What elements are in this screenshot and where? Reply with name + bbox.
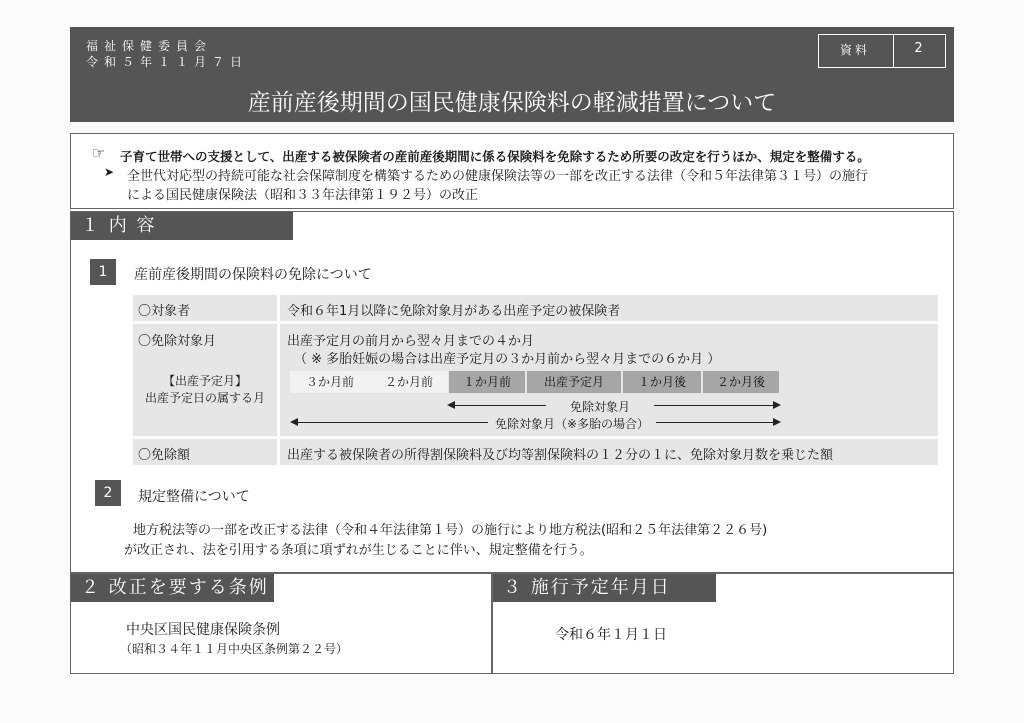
due-month-note2: 出産予定日の属する月: [144, 391, 265, 405]
month-1-after: １か月後: [623, 371, 701, 393]
target-label: 〇対象者: [138, 304, 191, 319]
month-1-before: １か月前: [449, 371, 525, 393]
amount-value: 出産する被保険者の所得割保険料及び均等割保険料の１２分の１に、免除対象月数を乗じた額: [287, 448, 834, 463]
ordinance-note: （昭和３４年１１月中央区条例第２２号）: [120, 642, 349, 656]
ordinance-name: 中央区国民健康保険条例: [126, 622, 280, 638]
arrow1-right-head: [773, 401, 781, 409]
section2-tab: ２ 改正を要する条例: [71, 574, 274, 602]
doc-label: 資料: [839, 43, 870, 57]
month-3-before: ３か月前: [290, 371, 370, 393]
month-2-before: ２か月前: [370, 371, 448, 393]
months-value2: （ ※ 多胎妊娠の場合は出産予定月の３か月前から翌々月までの６か月 ）: [294, 352, 721, 367]
amount-label: 〇免除額: [138, 448, 191, 463]
target-value: 令和６年1月以降に免除対象月がある出産予定の被保険者: [287, 304, 621, 319]
page-title: 産前産後期間の国民健康保険料の軽減措置について: [247, 90, 777, 116]
item1-number: 1: [90, 259, 116, 285]
months-label: 〇免除対象月: [138, 334, 217, 349]
item2-line1: 地方税法等の一部を改正する法律（令和４年法律第１号）の施行により地方税法(昭和２５年法律第２２６号): [133, 523, 768, 538]
arrow2-right-head: [773, 418, 781, 426]
arrow2-label: 免除対象月（※多胎の場合）: [488, 415, 656, 432]
section3-tab: ３ 施行予定年月日: [493, 574, 716, 602]
summary-sub-line2: による国民健康保険法（昭和３３年法律第１９２号）の改正: [127, 188, 479, 203]
section1-tab: １ 内 容: [71, 212, 293, 240]
item2-number: 2: [95, 480, 121, 506]
arrow2-left-head: [290, 418, 298, 426]
effective-date: 令和６年１月１日: [555, 627, 667, 643]
arrow1-label: 免除対象月: [546, 398, 654, 415]
arrow1-left-head: [447, 401, 455, 409]
months-value1: 出産予定月の前月から翌々月までの４か月: [287, 334, 535, 349]
summary-sub-line1: 全世代対応型の持続可能な社会保障制度を構築するための健康保険法等の一部を改正する法律（令和５年法律第３１号）の施行: [127, 169, 869, 184]
arrow-bullet-icon: ➤: [104, 165, 115, 179]
item2-line2: が改正され、法を引用する条項に項ずれが生じることに伴い、規定整備を行う。: [124, 543, 593, 558]
committee-name: 福祉保健委員会: [86, 39, 213, 53]
item2-heading: 規定整備について: [138, 489, 250, 505]
month-2-after: ２か月後: [703, 371, 779, 393]
item1-heading: 産前産後期間の保険料の免除について: [134, 267, 372, 283]
doc-number: 2: [914, 41, 923, 56]
meeting-date: 令和５年１１月７日: [86, 55, 249, 69]
summary-main-point: 子育て世帯への支援として、出産する被保険者の産前産後期間に係る保険料を免除するため所要の改定を行うほか、規定を整備する。: [120, 149, 870, 164]
due-month-note1: 【出産予定月】: [162, 374, 247, 388]
pointing-hand-icon: ☞: [92, 144, 106, 162]
month-due: 出産予定月: [527, 371, 621, 393]
